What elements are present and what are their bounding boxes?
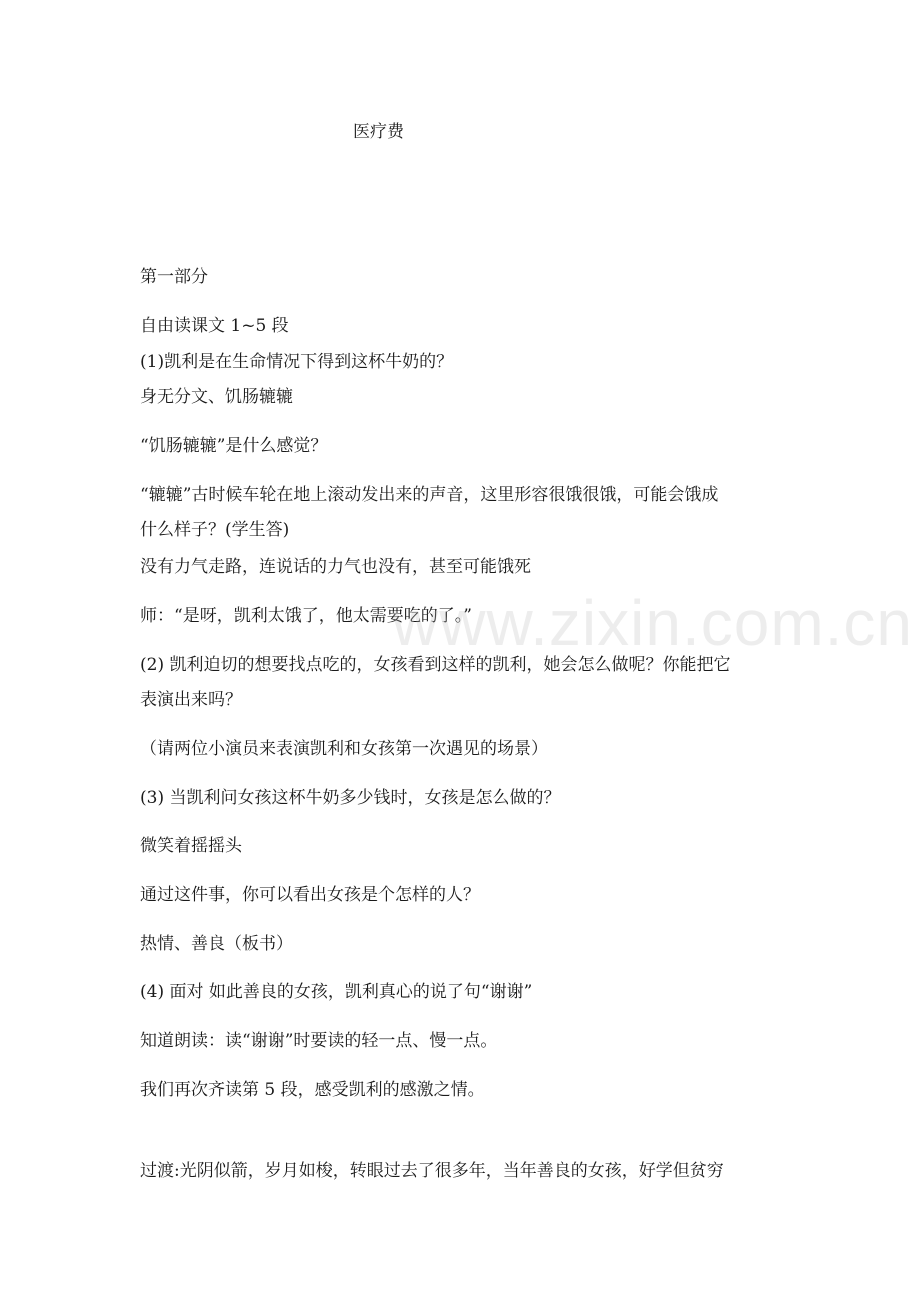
answer-line: 微笑着摇摇头 bbox=[140, 836, 242, 856]
document-title: 医疗费 bbox=[353, 122, 404, 142]
instruction-line: （请两位小演员来表演凯利和女孩第一次遇见的场景） bbox=[140, 739, 548, 759]
question-line: (1)凯利是在生命情况下得到这杯牛奶的？ bbox=[140, 352, 454, 372]
question-line: (4) 面对 如此善良的女孩，凯利真心的说了句“谢谢” bbox=[140, 982, 533, 1002]
question-line: “饥肠辘辘”是什么感觉？ bbox=[140, 436, 328, 456]
answer-line: 没有力气走路，连说话的力气也没有，甚至可能饿死 bbox=[140, 557, 531, 577]
teacher-line: 师：“是呀，凯利太饿了，他太需要吃的了。” bbox=[140, 606, 472, 626]
question-line: 通过这件事，你可以看出女孩是个怎样的人？ bbox=[140, 885, 480, 905]
answer-line: 热情、善良（板书） bbox=[140, 934, 293, 954]
text-line: 知道朗读：读“谢谢”时要读的轻一点、慢一点。 bbox=[140, 1031, 498, 1051]
question-line: (2) 凯利迫切的想要找点吃的，女孩看到这样的凯利，她会怎么做呢？你能把它 bbox=[140, 655, 731, 675]
transition-line: 过渡:光阴似箭，岁月如梭，转眼过去了很多年，当年善良的女孩，好学但贫穷 bbox=[140, 1161, 724, 1181]
section-heading: 第一部分 bbox=[140, 267, 208, 287]
text-line: 我们再次齐读第 5 段，感受凯利的感激之情。 bbox=[140, 1080, 485, 1100]
text-line: 自由读课文 1~5 段 bbox=[140, 316, 289, 336]
answer-line: 身无分文、饥肠辘辘 bbox=[140, 387, 293, 407]
watermark: www.zixin.com.cn bbox=[392, 587, 913, 659]
text-line: 什么样子？(学生答) bbox=[140, 520, 290, 540]
text-line: “辘辘”古时候车轮在地上滚动发出来的声音，这里形容很饿很饿，可能会饿成 bbox=[140, 485, 719, 505]
question-line: 表演出来吗？ bbox=[140, 690, 242, 710]
question-line: (3) 当凯利问女孩这杯牛奶多少钱时，女孩是怎么做的？ bbox=[140, 788, 561, 808]
